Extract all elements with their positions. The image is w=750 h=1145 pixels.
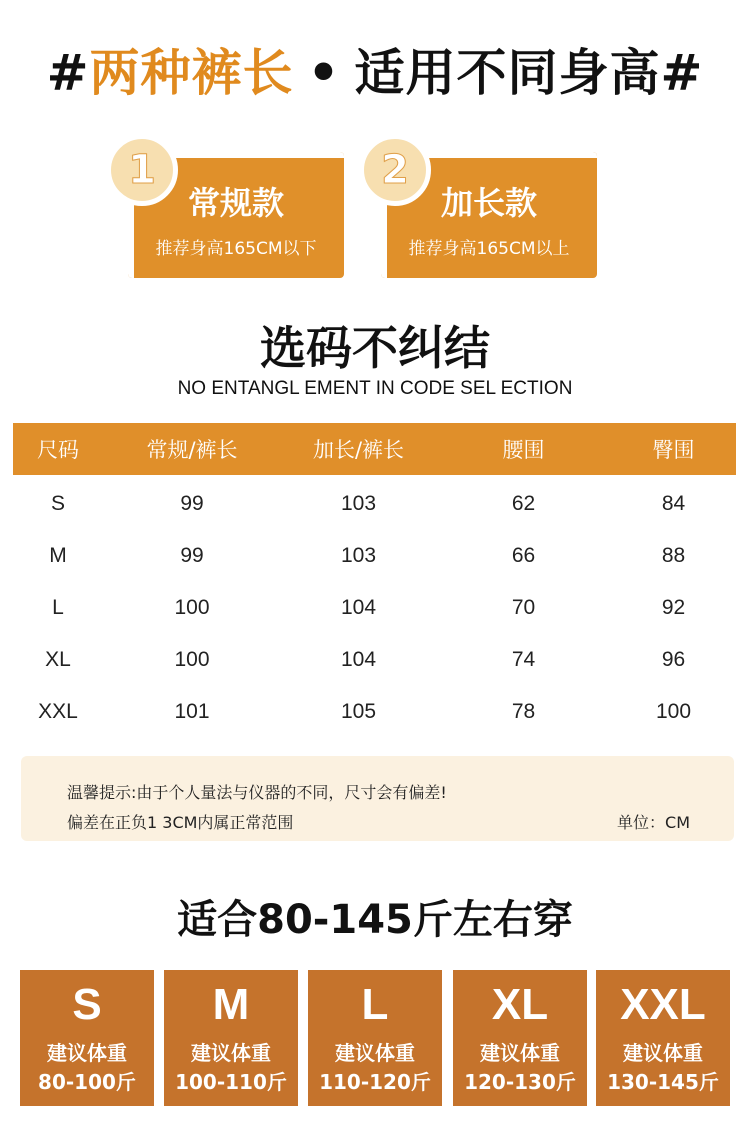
section-subtitle: NO ENTANGL EMENT IN CODE SEL ECTION <box>177 378 573 399</box>
table-cell: XL <box>45 648 71 671</box>
table-row <box>13 582 736 634</box>
header-cell-long-length: 加长/裤长 <box>312 438 405 462</box>
weight-label: 建议体重 <box>623 1041 703 1065</box>
card-regular <box>128 147 344 278</box>
header-cell-hip: 臀围 <box>652 438 695 462</box>
table-cell: 74 <box>511 648 536 671</box>
weight-label: 建议体重 <box>335 1041 415 1065</box>
notice-line-2: 偏差在正负1 3CM内属正常范围 <box>67 813 294 832</box>
unit-label: 单位：CM <box>617 813 690 832</box>
table-cell: 99 <box>180 492 204 515</box>
size-letter: XXL <box>620 980 706 1029</box>
table-cell: 96 <box>661 648 686 671</box>
headline-highlight: 两种裤长 <box>89 44 294 102</box>
table-cell: 101 <box>174 700 210 723</box>
card-subtitle: 推荐身高165CM以下 <box>155 239 317 259</box>
fit-title: 适合80-145斤左右穿 <box>177 897 573 943</box>
size-letter: XL <box>491 980 549 1029</box>
size-box-l <box>308 970 442 1106</box>
table-cell: 105 <box>340 700 377 723</box>
card-title: 加长款 <box>440 184 537 222</box>
table-cell: 78 <box>511 700 536 723</box>
size-letter: S <box>72 980 102 1029</box>
table-cell: 62 <box>511 492 536 515</box>
number-badge-1: 1 <box>106 134 178 206</box>
size-box-xl <box>453 970 587 1106</box>
page-headline <box>0 38 750 108</box>
weight-label: 建议体重 <box>480 1041 560 1065</box>
notice-panel <box>21 756 734 841</box>
table-row <box>13 478 736 530</box>
size-box-xxl <box>596 970 730 1106</box>
header-cell-regular-length: 常规/裤长 <box>146 438 238 462</box>
size-letter: L <box>361 980 389 1029</box>
table-row <box>13 686 736 738</box>
weight-label: 建议体重 <box>47 1041 127 1065</box>
card-subtitle: 推荐身高165CM以上 <box>408 239 570 259</box>
weight-label: 建议体重 <box>191 1041 271 1065</box>
notice-line-1: 温馨提示:由于个人量法与仪器的不同，尺寸会有偏差! <box>67 783 447 802</box>
table-cell: 100 <box>174 648 210 671</box>
table-cell: 66 <box>511 544 536 567</box>
card-title: 常规款 <box>187 184 284 222</box>
size-letter: M <box>212 980 250 1029</box>
table-body <box>13 475 736 738</box>
table-cell: 104 <box>340 648 377 671</box>
table-cell: 99 <box>180 544 204 567</box>
weight-range: 110-120斤 <box>319 1070 431 1094</box>
table-cell: 92 <box>661 596 686 619</box>
headline-dot: • <box>307 44 341 102</box>
header-cell-waist: 腰围 <box>502 438 545 462</box>
table-row <box>13 530 736 582</box>
size-box-m <box>164 970 298 1106</box>
table-cell: 84 <box>661 492 686 515</box>
weight-range: 130-145斤 <box>607 1070 719 1094</box>
table-cell: 104 <box>340 596 377 619</box>
table-header <box>13 423 736 475</box>
table-cell: 100 <box>655 700 692 723</box>
table-cell: L <box>52 596 64 619</box>
headline-prefix: # <box>46 44 90 102</box>
table-cell: M <box>49 544 67 567</box>
headline-rest: 适用不同身高# <box>354 44 704 102</box>
size-box-s <box>20 970 154 1106</box>
card-long <box>381 147 597 278</box>
table-cell: 103 <box>340 492 377 515</box>
table-cell: 88 <box>661 544 686 567</box>
table-cell: XXL <box>38 700 78 723</box>
table-cell: 103 <box>340 544 377 567</box>
section-title: 选码不纠结 <box>260 321 490 375</box>
table-row <box>13 634 736 686</box>
table-cell: 100 <box>174 596 210 619</box>
weight-recommendations <box>20 970 732 1106</box>
table-cell: S <box>50 492 65 515</box>
number-badge-2: 2 <box>359 134 431 206</box>
weight-range: 100-110斤 <box>175 1070 287 1094</box>
weight-range: 120-130斤 <box>464 1070 576 1094</box>
size-table <box>13 423 736 738</box>
header-cell-size: 尺码 <box>37 438 79 462</box>
table-cell: 70 <box>511 596 536 619</box>
weight-range: 80-100斤 <box>38 1070 136 1094</box>
